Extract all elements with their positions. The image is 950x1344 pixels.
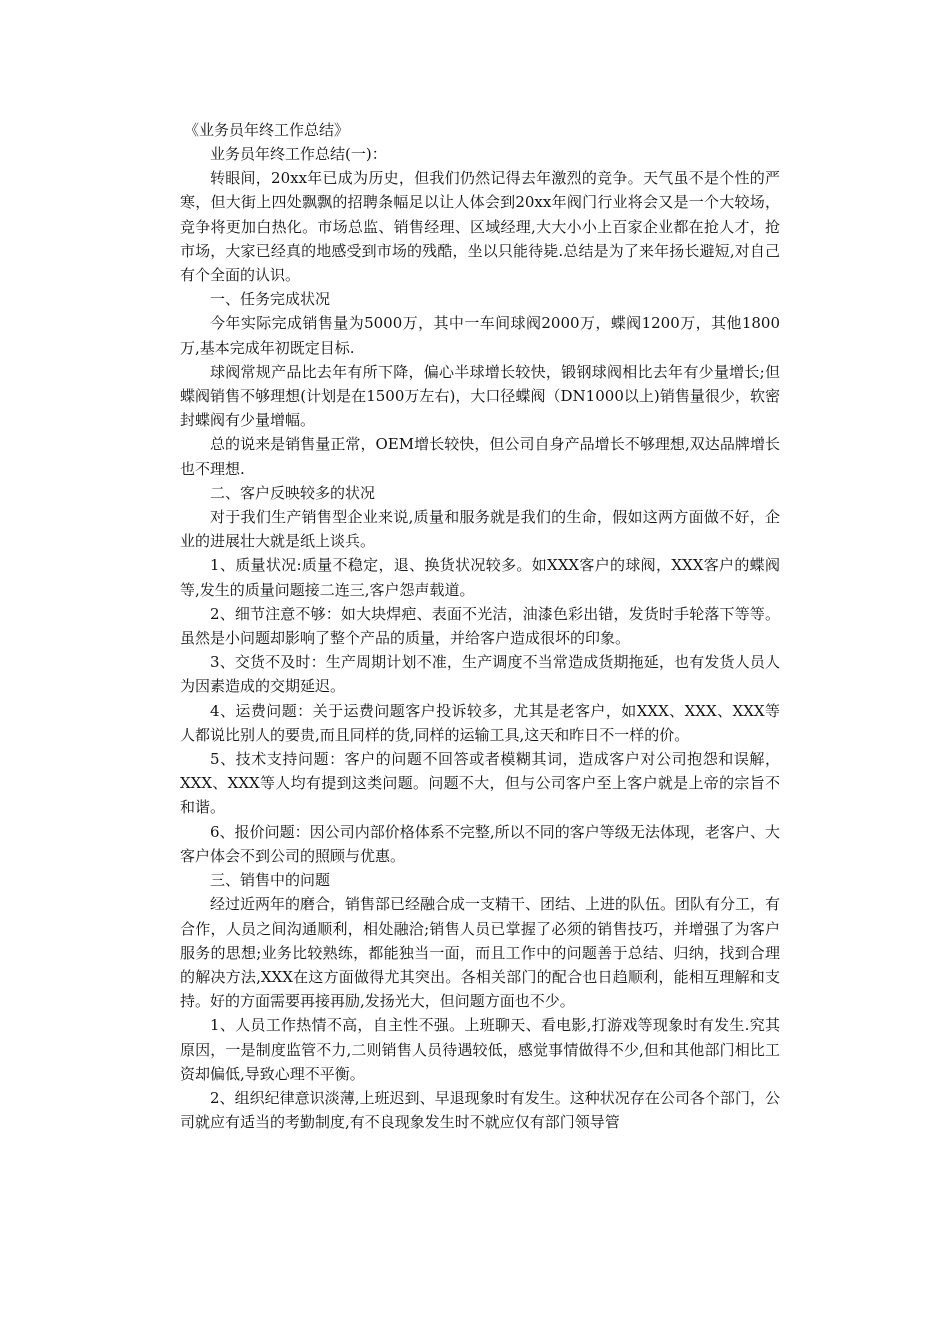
list-item: 3、交货不及时：生产周期计划不准，生产调度不当常造成货期拖延，也有发货人员人为因素造成的交期延迟。 bbox=[180, 653, 780, 696]
document-subtitle: 业务员年终工作总结(一)： bbox=[210, 145, 387, 163]
section-heading: 二、客户反映较多的状况 bbox=[210, 483, 376, 502]
list-item: 1、质量状况:质量不稳定，退、换货状况较多。如XXX客户的球阀，XXX客户的蝶阀等,发生的质量问题接二连三,客户怨声载道。 bbox=[180, 556, 780, 599]
list-item: 1、人员工作热情不高，自主性不强。上班聊天、看电影,打游戏等现象时有发生.究其原因，一是制度监管不力,二则销售人员待遇较低，感觉事情做得不少,但和其他部门相比工资却偏低,导致心理不平衡。 bbox=[180, 1016, 780, 1083]
paragraph: 今年实际完成销售量为5000万，其中一车间球阀2000万，蝶阀1200万，其他1800万,基本完成年初既定目标. bbox=[180, 314, 780, 357]
paragraph: 转眼间，20xx年已成为历史，但我们仍然记得去年激烈的竞争。天气虽不是个性的严寒，但大街上四处飘飘的招聘条幅足以让人体会到20xx年阀门行业将会又是一个大较场，竞争将更加白热化。市场总监、销售经理、区域经理,大大小小上百家企业都在抢人才，抢市场，大家已经真的地感受到市场的残酷，坐以只能待毙.总结是为了来年扬长避短,对自己有个全面的认识。 bbox=[180, 169, 780, 285]
document-page bbox=[180, 118, 780, 1134]
list-item: 5、技术支持问题：客户的问题不回答或者模糊其词，造成客户对公司抱怨和误解，XXX、XXX等人均有提到这类问题。问题不大，但与公司客户至上客户就是上帝的宗旨不和谐。 bbox=[180, 750, 780, 817]
list-item: 2、细节注意不够：如大块焊疤、表面不光洁，油漆色彩出错，发货时手轮落下等等。虽然是小问题却影响了整个产品的质量，并给客户造成很坏的印象。 bbox=[180, 604, 780, 648]
paragraph: 经过近两年的磨合，销售部已经融合成一支精干、团结、上进的队伍。团队有分工，有合作，人员之间沟通顺利，相处融洽;销售人员已掌握了必须的销售技巧，并增强了为客户服务的思想;业务比较熟练，都能独当一面，而且工作中的问题善于总结、归纳，找到合理的解决方法,XXX在这方面做得尤其突出。各相关部门的配合也日趋顺利，能相互理解和支持。好的方面需要再接再励,发扬光大，但问题方面也不少。 bbox=[180, 895, 781, 1011]
document-title: 《业务员年终工作总结》 bbox=[184, 121, 350, 139]
paragraph: 球阀常规产品比去年有所下降，偏心半球增长较快，锻钢球阀相比去年有少量增长;但蝶阀销售不够理想(计划是在1500万左右)，大口径蝶阀（DN1000以上)销售量很少，软密封蝶阀有少量增幅。 bbox=[180, 362, 780, 430]
paragraph: 对于我们生产销售型企业来说,质量和服务就是我们的生命，假如这两方面做不好，企业的进展壮大就是纸上谈兵。 bbox=[180, 508, 780, 551]
list-item: 2、组织纪律意识淡薄,上班迟到、早退现象时有发生。这种状况存在公司各个部门，公司就应有适当的考勤制度,有不良现象发生时不就应仅有部门领导管 bbox=[180, 1088, 780, 1132]
list-item: 4、运费问题：关于运费问题客户投诉较多，尤其是老客户，如XXX、XXX、XXX等人都说比别人的要贵,而且同样的货,同样的运输工具,这天和昨日不一样的价。 bbox=[180, 701, 780, 744]
list-item: 6、报价问题：因公司内部价格体系不完整,所以不同的客户等级无法体现，老客户、大客户体会不到公司的照顾与优惠。 bbox=[180, 822, 780, 865]
section-heading: 一、任务完成状况 bbox=[210, 290, 331, 309]
section-heading: 三、销售中的问题 bbox=[210, 871, 331, 890]
paragraph: 总的说来是销售量正常，OEM增长较快，但公司自身产品增长不够理想,双达品牌增长也不理想. bbox=[180, 435, 780, 478]
